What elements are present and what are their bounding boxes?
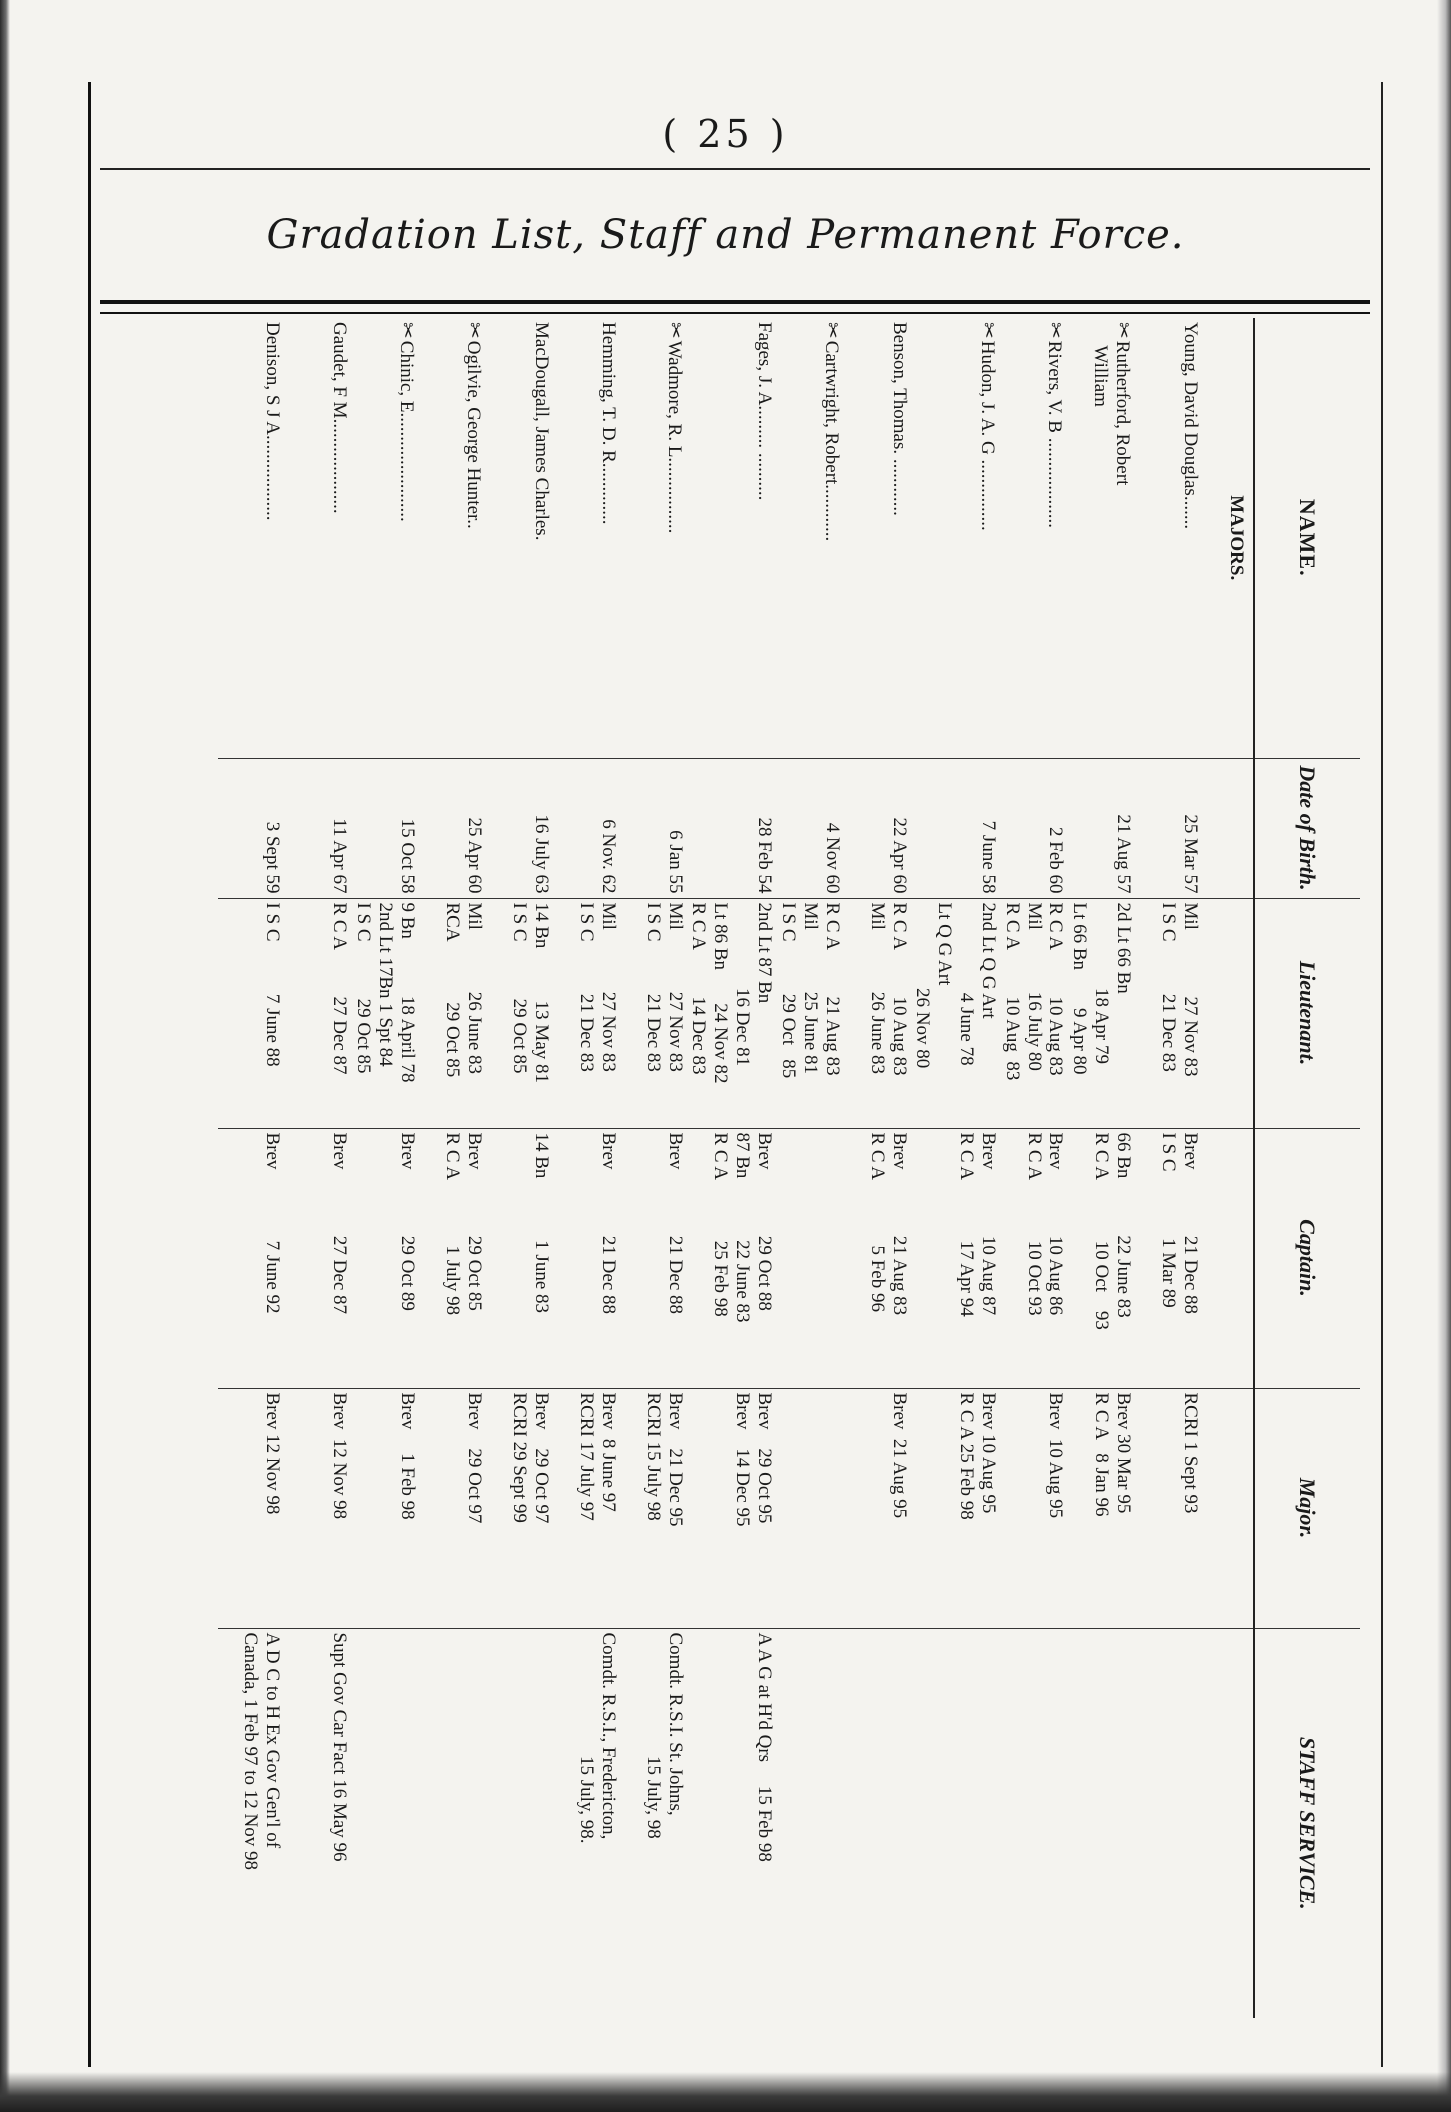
lieutenant-entry [688, 898, 777, 1128]
captain-entry-text: Brev 10 Aug 86 R C A 10 Oct 93 [1023, 1132, 1067, 1316]
captain-entry [912, 1128, 1001, 1388]
captain-entry [688, 1128, 777, 1388]
section-title: MAJORS. [1226, 495, 1247, 581]
major-entry [352, 1388, 420, 1628]
captain-entry-text: Brev 27 Dec 87 [329, 1132, 351, 1315]
lieutenant-entry-text: Mil 27 Nov 83 I S C 21 Dec 83 [642, 902, 686, 1072]
major-entry-text: RCRI 1 Sept 93 [1180, 1392, 1201, 1514]
lieutenant-entry-text: Mil 27 Nov 83 I S C 21 Dec 83 [1158, 902, 1201, 1077]
officer-name-text: Rutherford, Robert William [1090, 340, 1133, 486]
date-of-birth [420, 758, 487, 898]
date-of-birth [487, 758, 554, 898]
lieutenant-entry-text: Mil 27 Nov 83 I S C 21 Dec 83 [575, 902, 619, 1072]
table-row [688, 318, 777, 2018]
date-of-birth-text: 15 Oct 58 [396, 818, 418, 894]
rule-under-page-number [100, 168, 1370, 170]
major-entry [688, 1388, 777, 1628]
date-of-birth-text: 3 Sept 59 [262, 821, 284, 894]
captain-entry-text: Brev 29 Oct 88 87 Bn 22 June 83 R C A 25 Feb 98 [710, 1132, 776, 1323]
date-of-birth-text: 21 Aug 57 [1113, 814, 1134, 894]
lieutenant-entry-text: I S C 7 June 88 [262, 902, 284, 1067]
officer-name-text: Hudon, J. A. G ............... [976, 340, 998, 531]
captain-entry-text: Brev 29 Oct 89 [396, 1132, 418, 1311]
gradation-table [218, 318, 1360, 2018]
lieutenant-entry-text: R C A 10 Aug 83 Mil 16 July 80 R C A 10 Aug 83 [1001, 902, 1067, 1081]
date-of-birth-text: 7 June 58 [977, 820, 999, 894]
major-entry-text: Brev 21 Aug 95 [888, 1392, 910, 1519]
date-of-birth-text: 6 Jan 55 [664, 830, 686, 894]
col-header-dob: Date of Birth. [1254, 758, 1360, 898]
officer-name-text: Rivers, V. B ................... [1044, 340, 1066, 528]
officer-name [845, 318, 912, 758]
date-of-birth-text: 22 Apr 60 [888, 817, 910, 894]
lieutenant-entry-text: R C A 10 Aug 83 Mil 26 June 83 [866, 902, 910, 1076]
gradation-table-rotated [240, 318, 1360, 2018]
officer-name-text: Benson, Thomas. ............ [888, 322, 910, 516]
scissors-icon: ✂ [1044, 322, 1067, 339]
lieutenant-entry-text: 2d Lt 66 Bn 18 Apr 79 Lt 66 Bn 9 Apr 80 [1069, 902, 1134, 1075]
lieutenant-entry-text: 2nd Lt 87 Bn 16 Dec 81 Lt 86 Bn 24 Nov 82 R C A 14 Dec 83 [688, 902, 776, 1084]
captain-entry-text: Brev 10 Aug 87 R C A 17 Apr 94 [956, 1132, 999, 1317]
captain-entry [554, 1128, 621, 1388]
staff-service-entry-text: Supt Gov Car Fact 16 May 96 [329, 1632, 351, 1862]
major-entry [621, 1388, 688, 1628]
col-header-lieutenant: Lieutenant. [1254, 898, 1360, 1128]
col-header-staff-service: STAFF SERVICE. [1254, 1628, 1360, 2018]
major-entry [554, 1388, 621, 1628]
date-of-birth [285, 758, 352, 898]
lieutenant-entry [621, 898, 688, 1128]
header-row [1254, 318, 1360, 2018]
captain-entry [420, 1128, 487, 1388]
major-entry-text: Brev 10 Aug 95 [1045, 1392, 1067, 1519]
page-edge-shadow [1437, 0, 1451, 2112]
major-entry [912, 1388, 1001, 1628]
major-entry-text: Brev 29 Oct 97 RCRI 29 Sept 99 [508, 1392, 552, 1524]
officer-name-text: Chinic, E....................... [395, 340, 417, 522]
staff-service-entry [218, 1628, 285, 2018]
date-of-birth [845, 758, 912, 898]
table-row [487, 318, 554, 2018]
date-of-birth-text: 11 Apr 67 [329, 818, 351, 894]
date-of-birth-text: 25 Apr 60 [463, 817, 485, 894]
scissors-icon: ✂ [663, 322, 686, 339]
lieutenant-entry [1001, 898, 1069, 1128]
table-row [1001, 318, 1069, 2018]
col-header-major: Major. [1254, 1388, 1360, 1628]
captain-entry [777, 1128, 845, 1388]
officer-name-text: Ogilvie, George Hunter.. [462, 340, 484, 529]
captain-entry [352, 1128, 420, 1388]
major-entry-text: Brev 21 Dec 95 RCRI 15 July 98 [642, 1392, 686, 1527]
major-entry [420, 1388, 487, 1628]
page-title: Gradation List, Staff and Permanent Force. [266, 212, 1185, 258]
captain-entry [845, 1128, 912, 1388]
staff-service-entry [554, 1628, 621, 2018]
officer-name [487, 318, 554, 758]
officer-name [912, 318, 1001, 758]
staff-service-entry [420, 1628, 487, 2018]
lieutenant-entry-text: 2nd Lt Q G Art 4 June 78 Lt Q G Art 26 Nov 80 [912, 902, 999, 1069]
date-of-birth [777, 758, 845, 898]
table-row [218, 318, 285, 2018]
major-entry [1001, 1388, 1069, 1628]
table-row [912, 318, 1001, 2018]
date-of-birth-text: 28 Feb 54 [754, 817, 776, 894]
lieutenant-entry [285, 898, 352, 1128]
date-of-birth-text: 2 Feb 60 [1045, 827, 1067, 894]
staff-service-entry [912, 1628, 1001, 2018]
officer-name-text: Cartwright, Robert............ [820, 340, 842, 542]
officer-name-text: Gaudet, F M.................... [329, 322, 351, 514]
officer-name [420, 318, 487, 758]
table-row [845, 318, 912, 2018]
officer-name [218, 318, 285, 758]
officer-name-text: Young, David Douglas....... [1180, 322, 1201, 530]
lieutenant-entry-text: R C A 27 Dec 87 [329, 902, 351, 1075]
major-entry [218, 1388, 285, 1628]
table-row [777, 318, 845, 2018]
date-of-birth [352, 758, 420, 898]
major-entry [845, 1388, 912, 1628]
date-of-birth [688, 758, 777, 898]
lieutenant-entry [777, 898, 845, 1128]
table-row [1136, 318, 1203, 2018]
scissors-icon: ✂ [462, 322, 485, 339]
lieutenant-entry [912, 898, 1001, 1128]
officer-name [554, 318, 621, 758]
officer-name-text: MacDougall, James Charles. [530, 322, 552, 541]
scissors-icon: ✂ [395, 322, 418, 339]
staff-service-entry [1068, 1628, 1136, 2018]
table-row [420, 318, 487, 2018]
date-of-birth-text: 25 Mar 57 [1180, 814, 1201, 894]
date-of-birth [621, 758, 688, 898]
lieutenant-entry-text: Mil 26 June 83 RCA 29 Oct 85 [441, 902, 485, 1078]
section-row [1203, 318, 1254, 2018]
major-entry [1068, 1388, 1136, 1628]
table-row [1068, 318, 1136, 2018]
staff-service-entry [845, 1628, 912, 2018]
officer-name [285, 318, 352, 758]
date-of-birth-text: 4 Nov 60 [821, 822, 843, 894]
lieutenant-entry-text: 9 Bn 18 April 78 2nd Lt 17Bn 1 Spt 84 I S C 29 Oct 85 [352, 902, 418, 1083]
captain-entry-text: Brev 7 June 92 [262, 1132, 284, 1314]
date-of-birth [1001, 758, 1069, 898]
lieutenant-entry [554, 898, 621, 1128]
officer-name-text: Wadmore, R. L................ [663, 340, 685, 534]
captain-entry-text: Brev 21 Aug 83 R C A 5 Feb 96 [866, 1132, 910, 1316]
staff-service-entry [487, 1628, 554, 2018]
captain-entry-text: Brev 21 Dec 88 I S C 1 Mar 89 [1158, 1132, 1201, 1315]
major-entry [285, 1388, 352, 1628]
major-entry [777, 1388, 845, 1628]
captain-entry-text: 66 Bn 22 June 83 R C A 10 Oct 93 [1091, 1132, 1134, 1330]
major-entry-text: Brev 29 Oct 97 [463, 1392, 485, 1524]
major-entry [1136, 1388, 1203, 1628]
col-header-name: NAME. [1254, 318, 1360, 758]
staff-service-entry [688, 1628, 777, 2018]
officer-name [777, 318, 845, 758]
table-row [621, 318, 688, 2018]
lieutenant-entry-text: R C A 21 Aug 83 Mil 25 June 81 I S C 29 Oct 85 [777, 902, 843, 1079]
staff-service-entry [1001, 1628, 1069, 2018]
lieutenant-entry [1068, 898, 1136, 1128]
table-row [285, 318, 352, 2018]
major-entry [487, 1388, 554, 1628]
officer-name [621, 318, 688, 758]
captain-entry-text: Brev 29 Oct 85 R C A 1 July 98 [441, 1132, 485, 1316]
staff-service-entry [352, 1628, 420, 2018]
date-of-birth-text: 6 Nov. 62 [597, 819, 619, 894]
page-number: ( 25 ) [662, 112, 789, 156]
lieutenant-entry [352, 898, 420, 1128]
captain-entry [621, 1128, 688, 1388]
officer-name-text: Hemming, T. D. R............. [597, 322, 619, 525]
scissors-icon: ✂ [1112, 322, 1134, 339]
table-row [352, 318, 420, 2018]
date-of-birth [912, 758, 1001, 898]
officer-name [1068, 318, 1136, 758]
staff-service-entry-text: A D C to H Ex Gov Gen'l of Canada, 1 Feb 97 to 12 Nov 98 [240, 1632, 284, 1870]
staff-service-entry [285, 1628, 352, 2018]
captain-entry [1136, 1128, 1203, 1388]
captain-entry [487, 1128, 554, 1388]
date-of-birth [218, 758, 285, 898]
captain-entry [1068, 1128, 1136, 1388]
date-of-birth-text: 16 July 63 [530, 814, 552, 894]
date-of-birth [1136, 758, 1203, 898]
major-entry-text: Brev 10 Aug 95 R C A 25 Feb 98 [956, 1392, 999, 1520]
major-entry-text: Brev 8 June 97 RCRI 17 July 97 [575, 1392, 619, 1521]
heading-rule [100, 300, 1370, 314]
officer-name-text: Denison, S J A.................. [262, 322, 284, 521]
staff-service-entry-text: Comdt. R.S.I., Fredericton, 15 July, 98. [575, 1632, 619, 1844]
staff-service-entry-text: Comdt. R.S.I. St. Johns, 15 July, 98 [642, 1632, 686, 1839]
lieutenant-entry [218, 898, 285, 1128]
captain-entry-text: Brev 21 Dec 88 [597, 1132, 619, 1315]
scissors-icon: ✂ [976, 322, 999, 339]
major-entry-text: Brev 12 Nov 98 [262, 1392, 284, 1515]
staff-service-entry [777, 1628, 845, 2018]
captain-entry-text: 14 Bn 1 June 83 [530, 1132, 552, 1313]
officer-name [1136, 318, 1203, 758]
captain-entry [285, 1128, 352, 1388]
col-header-captain: Captain. [1254, 1128, 1360, 1388]
officer-name-text: Fages, J. A......... .......... [754, 322, 776, 501]
major-entry-text: Brev 12 Nov 98 [329, 1392, 351, 1520]
date-of-birth [554, 758, 621, 898]
major-entry-text: Brev 1 Feb 98 [396, 1392, 418, 1520]
officer-name [1001, 318, 1069, 758]
officer-name [352, 318, 420, 758]
staff-service-entry-text: A A G at H'd Qrs 15 Feb 98 [754, 1632, 776, 1862]
table-row [554, 318, 621, 2018]
lieutenant-entry-text: 14 Bn 13 May 81 I S C 29 Oct 85 [508, 902, 552, 1083]
captain-entry-text: Brev 21 Dec 88 [664, 1132, 686, 1315]
lieutenant-entry [487, 898, 554, 1128]
captain-entry [1001, 1128, 1069, 1388]
major-entry-text: Brev 30 Mar 95 R C A 8 Jan 96 [1091, 1392, 1134, 1517]
page-bottom-shadow [0, 2072, 1451, 2112]
lieutenant-entry [420, 898, 487, 1128]
page-binding-shadow [0, 0, 10, 2112]
major-entry-text: Brev 29 Oct 95 Brev 14 Dec 95 [732, 1392, 776, 1527]
lieutenant-entry [845, 898, 912, 1128]
staff-service-entry [1136, 1628, 1203, 2018]
date-of-birth [1068, 758, 1136, 898]
captain-entry [218, 1128, 285, 1388]
lieutenant-entry [1136, 898, 1203, 1128]
scissors-icon: ✂ [820, 322, 843, 339]
staff-service-entry [621, 1628, 688, 2018]
officer-name [688, 318, 777, 758]
